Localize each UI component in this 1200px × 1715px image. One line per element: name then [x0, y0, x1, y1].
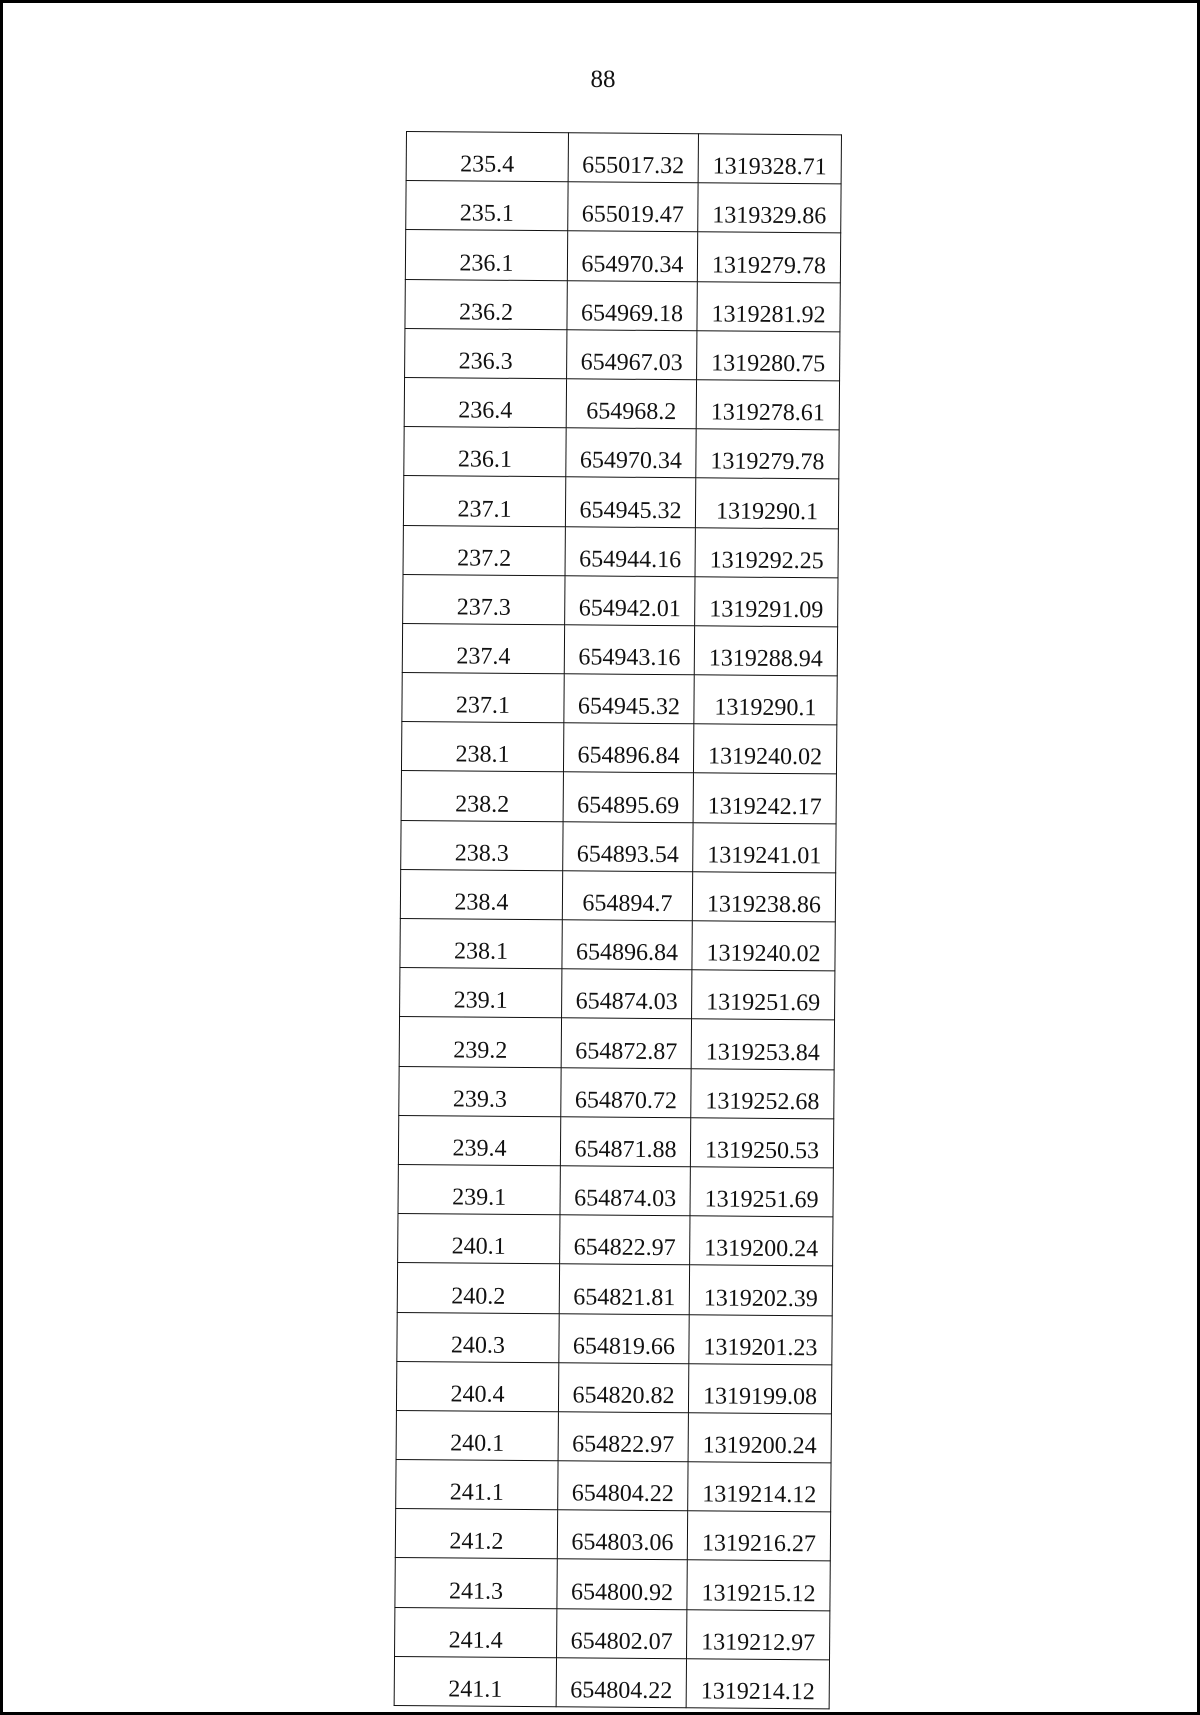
point-id-cell: 236.2: [405, 279, 567, 329]
y-coordinate-cell: 1319329.86: [698, 183, 841, 233]
x-coordinate-cell: 654895.69: [563, 772, 693, 822]
point-id-cell: 238.1: [401, 722, 563, 772]
point-id-cell: 241.3: [395, 1558, 557, 1608]
x-coordinate-cell: 654896.84: [563, 723, 693, 773]
point-id-cell: 236.1: [404, 427, 566, 477]
table-row: [396, 1361, 831, 1414]
y-coordinate-cell: 1319241.01: [693, 822, 836, 872]
table-row: [403, 476, 838, 529]
table-row: [400, 918, 835, 971]
table-row: [404, 377, 839, 430]
point-id-cell: 237.2: [403, 525, 565, 575]
point-id-cell: 240.1: [398, 1214, 560, 1264]
table-row: [396, 1460, 831, 1513]
table-row: [398, 1164, 833, 1217]
point-id-cell: 238.4: [400, 869, 562, 919]
x-coordinate-cell: 654944.16: [565, 526, 695, 576]
point-id-cell: 241.1: [394, 1656, 556, 1706]
y-coordinate-cell: 1319291.09: [695, 576, 838, 626]
y-coordinate-cell: 1319212.97: [687, 1609, 830, 1659]
point-id-cell: 238.3: [401, 820, 563, 870]
point-id-cell: 239.2: [399, 1017, 561, 1067]
table-row: [395, 1558, 830, 1611]
table-row: [406, 181, 841, 234]
point-id-cell: 240.4: [396, 1361, 558, 1411]
point-id-cell: 240.2: [397, 1263, 559, 1313]
table-row: [397, 1312, 832, 1365]
table-row: [405, 230, 840, 283]
y-coordinate-cell: 1319199.08: [688, 1363, 831, 1413]
y-coordinate-cell: 1319292.25: [695, 527, 838, 577]
table-row: [401, 722, 836, 775]
point-id-cell: 236.3: [405, 328, 567, 378]
y-coordinate-cell: 1319216.27: [687, 1511, 830, 1561]
y-coordinate-cell: 1319215.12: [687, 1560, 830, 1610]
x-coordinate-cell: 654893.54: [563, 821, 693, 871]
y-coordinate-cell: 1319202.39: [689, 1265, 832, 1315]
x-coordinate-cell: 654804.22: [558, 1461, 688, 1511]
x-coordinate-cell: 654874.03: [560, 1166, 690, 1216]
y-coordinate-cell: 1319252.68: [691, 1068, 834, 1118]
y-coordinate-cell: 1319288.94: [694, 626, 837, 676]
x-coordinate-cell: 654970.34: [566, 428, 696, 478]
x-coordinate-cell: 654822.97: [558, 1412, 688, 1462]
table-row: [399, 1066, 834, 1119]
x-coordinate-cell: 654969.18: [567, 280, 697, 330]
y-coordinate-cell: 1319242.17: [693, 773, 836, 823]
y-coordinate-cell: 1319251.69: [692, 970, 835, 1020]
y-coordinate-cell: 1319290.1: [694, 675, 837, 725]
point-id-cell: 240.3: [397, 1312, 559, 1362]
point-id-cell: 239.1: [398, 1164, 560, 1214]
table-row: [406, 132, 841, 185]
y-coordinate-cell: 1319279.78: [696, 429, 839, 479]
y-coordinate-cell: 1319214.12: [688, 1462, 831, 1512]
point-id-cell: 238.1: [400, 918, 562, 968]
table-row: [401, 771, 836, 824]
point-id-cell: 237.3: [403, 574, 565, 624]
x-coordinate-cell: 654800.92: [557, 1559, 687, 1609]
y-coordinate-cell: 1319280.75: [697, 331, 840, 381]
x-coordinate-cell: 654820.82: [558, 1362, 688, 1412]
table-row: [398, 1214, 833, 1267]
point-id-cell: 241.2: [395, 1509, 557, 1559]
table-row: [400, 869, 835, 922]
point-id-cell: 239.1: [400, 968, 562, 1018]
y-coordinate-cell: 1319200.24: [688, 1413, 831, 1463]
point-id-cell: 241.1: [396, 1460, 558, 1510]
x-coordinate-cell: 654943.16: [564, 625, 694, 675]
y-coordinate-cell: 1319238.86: [692, 872, 835, 922]
table-row: [404, 427, 839, 480]
y-coordinate-cell: 1319253.84: [691, 1019, 834, 1069]
point-id-cell: 240.1: [396, 1410, 558, 1460]
table-row: [400, 968, 835, 1021]
x-coordinate-cell: 654822.97: [560, 1215, 690, 1265]
y-coordinate-cell: 1319201.23: [689, 1314, 832, 1364]
x-coordinate-cell: 654803.06: [557, 1510, 687, 1560]
table-row: [396, 1410, 831, 1463]
point-id-cell: 235.1: [406, 181, 568, 231]
table-row: [395, 1607, 830, 1660]
table-row: [405, 328, 840, 381]
table-row: [394, 1656, 829, 1709]
x-coordinate-cell: 654872.87: [561, 1018, 691, 1068]
x-coordinate-cell: 654870.72: [561, 1067, 691, 1117]
x-coordinate-cell: 654945.32: [564, 674, 694, 724]
table-row: [402, 623, 837, 676]
y-coordinate-cell: 1319240.02: [693, 724, 836, 774]
table-row: [397, 1263, 832, 1316]
table-row: [398, 1115, 833, 1168]
x-coordinate-cell: 654804.22: [556, 1658, 686, 1708]
y-coordinate-cell: 1319290.1: [695, 478, 838, 528]
point-id-cell: 235.4: [406, 132, 568, 182]
point-id-cell: 237.4: [402, 623, 564, 673]
page-number: 88: [590, 66, 616, 93]
table-row: [403, 525, 838, 578]
point-id-cell: 237.1: [403, 476, 565, 526]
x-coordinate-cell: 655019.47: [568, 182, 698, 232]
x-coordinate-cell: 654871.88: [560, 1116, 690, 1166]
x-coordinate-cell: 654968.2: [566, 379, 696, 429]
x-coordinate-cell: 655017.32: [568, 133, 698, 183]
table-row: [403, 574, 838, 627]
table-row: [401, 820, 836, 873]
x-coordinate-cell: 654970.34: [567, 231, 697, 281]
y-coordinate-cell: 1319251.69: [690, 1167, 833, 1217]
coordinates-table-body: [394, 132, 841, 1709]
x-coordinate-cell: 654942.01: [565, 575, 695, 625]
x-coordinate-cell: 654894.7: [562, 871, 692, 921]
point-id-cell: 236.1: [405, 230, 567, 280]
x-coordinate-cell: 654821.81: [559, 1264, 689, 1314]
table-row: [395, 1509, 830, 1562]
coordinates-table: [394, 131, 842, 1709]
point-id-cell: 237.1: [402, 673, 564, 723]
table-row: [402, 673, 837, 726]
point-id-cell: 236.4: [404, 377, 566, 427]
y-coordinate-cell: 1319200.24: [690, 1216, 833, 1266]
point-id-cell: 238.2: [401, 771, 563, 821]
x-coordinate-cell: 654896.84: [562, 920, 692, 970]
x-coordinate-cell: 654874.03: [562, 969, 692, 1019]
y-coordinate-cell: 1319250.53: [690, 1118, 833, 1168]
point-id-cell: 241.4: [395, 1607, 557, 1657]
x-coordinate-cell: 654819.66: [559, 1313, 689, 1363]
y-coordinate-cell: 1319214.12: [686, 1659, 829, 1709]
x-coordinate-cell: 654802.07: [557, 1608, 687, 1658]
x-coordinate-cell: 654967.03: [567, 330, 697, 380]
y-coordinate-cell: 1319240.02: [692, 921, 835, 971]
y-coordinate-cell: 1319281.92: [697, 281, 840, 331]
y-coordinate-cell: 1319328.71: [698, 134, 841, 184]
table-row: [405, 279, 840, 332]
y-coordinate-cell: 1319279.78: [697, 232, 840, 282]
x-coordinate-cell: 654945.32: [565, 477, 695, 527]
point-id-cell: 239.4: [398, 1115, 560, 1165]
y-coordinate-cell: 1319278.61: [696, 380, 839, 430]
table-row: [399, 1017, 834, 1070]
point-id-cell: 239.3: [399, 1066, 561, 1116]
